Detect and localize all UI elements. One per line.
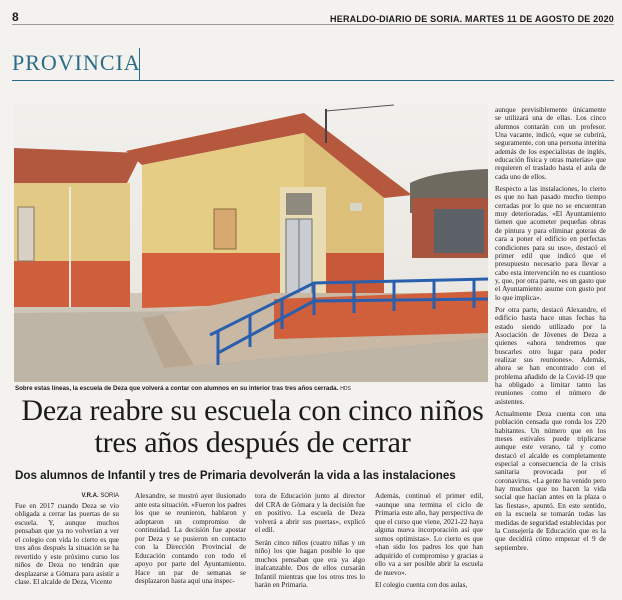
body-paragraph: aunque previsiblemente únicamente se utilizará una de ellas. Los cinco alumnos contarán con un profesor. Una vacante, indicó, «que se cubrirá, seguramente, con una persona interina además de los especialistas de inglés, educación física y otras materias» que requieren el traslado hasta el aula de cada uno de ellos. bbox=[495, 106, 606, 181]
page-number: 8 bbox=[12, 10, 19, 24]
body-paragraph: Actualmente Deza cuenta con una población censada que ronda los 220 habitantes. Un número que en los meses estivales puede triplicarse aunque este verano, tal y como destacó el alcalde es completamente especial a consecuencia de la crisis sanitaria provocada por el coronavirus. «La gente ha venido pero hay muchos que no hacen la vida social que hacían antes en la plaza o las fiestas», apuntó. En este sentido, en la escuela se tomarán todas las medidas de seguridad establecidas por la Consejería de Educación que es la que decidirá cómo empezar el 9 de septiembre. bbox=[495, 410, 606, 552]
body-paragraph: Fue en 2017 cuando Deza se vio obligada a cerrar las puertas de su escuela. Y, aunque muchos pensaban que ya no volverían a ver el colegio con vida lo cierto es que tres años después la situación se ha revertido y este próximo curso los niños de Deza no tendrán que desplazarse a Gómara para asistir a clase. El alcalde de Deza, Vicente bbox=[15, 501, 119, 586]
byline-location: SORIA bbox=[100, 493, 119, 499]
body-paragraph: Serán cinco niños (cuatro niñas y un niño) los que hagan posible lo que muchos pensaban que era ya algo inalcanzable. Dos de ellos cursarán Infantil mientras que los otros tres lo harán en Primaria. bbox=[255, 538, 365, 589]
body-paragraph: El colegio cuenta con dos aulas, bbox=[375, 581, 468, 589]
section-divider bbox=[12, 80, 614, 81]
page-header bbox=[12, 6, 614, 25]
body-paragraph: Respecto a las instalaciones, lo cierto es que no han pasado mucho tiempo cerradas por lo que no se encuentran muy deterioradas. «El Ayuntamiento tienen que acometer pequeñas obras de pintura y para eliminar goteras de cara a poner el edificio en perfectas condiciones para su uso», destacó el primer edil que indicó que el presupuesto necesario para llevar a cabo esta intervención no es cuantioso y, que, por otra parte, «es un gasto que el Ayuntamiento asume con gusto por lo que implica». bbox=[495, 185, 606, 302]
byline bbox=[15, 492, 119, 501]
section-title bbox=[12, 50, 140, 78]
school-building-illustration bbox=[14, 103, 488, 382]
article-column-3 bbox=[255, 492, 365, 592]
byline-author: V.R.A. bbox=[81, 493, 99, 499]
article-subheadline: Dos alumnos de Infantil y tres de Primaria devolverán la vida a las instalaciones bbox=[15, 469, 456, 482]
photo-caption bbox=[15, 385, 485, 393]
body-paragraph: Además, continuó el primer edil, «aunque una termina el ciclo de Primaria este año, hay perspectiva de que el curso que viene, 2021-22 haya alguna nueva incorporación así que somos optimistas». Lo cierto es que «han sido los padres los que han adquirido el compromiso y gracias a ello va a ser posible abrir la escuela de nuevo». bbox=[375, 492, 483, 577]
article-column-4 bbox=[375, 492, 483, 592]
article-headline: Deza reabre su escuela con cinco niños tres años después de cerrar bbox=[21, 394, 484, 459]
article-column-5 bbox=[495, 106, 606, 554]
article-column-2 bbox=[135, 492, 246, 588]
body-paragraph: tora de Educación junto al director del CRA de Gómara y la decisión fue en positivo. La escuela de Deza volverá a abrir sus puertas», explicó el edil. bbox=[255, 492, 365, 534]
body-paragraph: Por otra parte, destacó Alexandre, el edificio hasta hace unas fechas ha estado siendo utilizado por la Asociación de Jóvenes de Deza a quienes «ahora tendremos que buscarles otro lugar para poder realizar sus reuniones». Además, ahora se han encontrado con el problema añadido de la Covid-19 que ha obligado a limitar tanto las reuniones como el número de asistentes. bbox=[495, 305, 606, 406]
caption-text: Sobre estas líneas, la escuela de Deza que volverá a contar con alumnos en su interior tras tres años cerrada. bbox=[15, 385, 339, 392]
photo-credit: HDS bbox=[340, 386, 351, 392]
publication-dateline: HERALDO-DIARIO DE SORIA. MARTES 11 DE AGOSTO DE 2020 bbox=[330, 14, 614, 24]
article-column-1 bbox=[15, 492, 119, 589]
section-label: PROVINCIA bbox=[12, 50, 141, 75]
body-paragraph: Alexandre, se mostró ayer ilusionado ante esta situación. «Fueron los padres los que se reunieron, hablaron y adoptaron un compromiso de continuidad. La decisión fue apostar por Deza y se pusieron en contacto con la Dirección Provincial de Educación contando con todo el apoyo por parte del Ayuntamiento. Hace un par de semanas se desplazaron hasta aquí una inspec- bbox=[135, 492, 246, 585]
school-photo bbox=[14, 103, 488, 382]
